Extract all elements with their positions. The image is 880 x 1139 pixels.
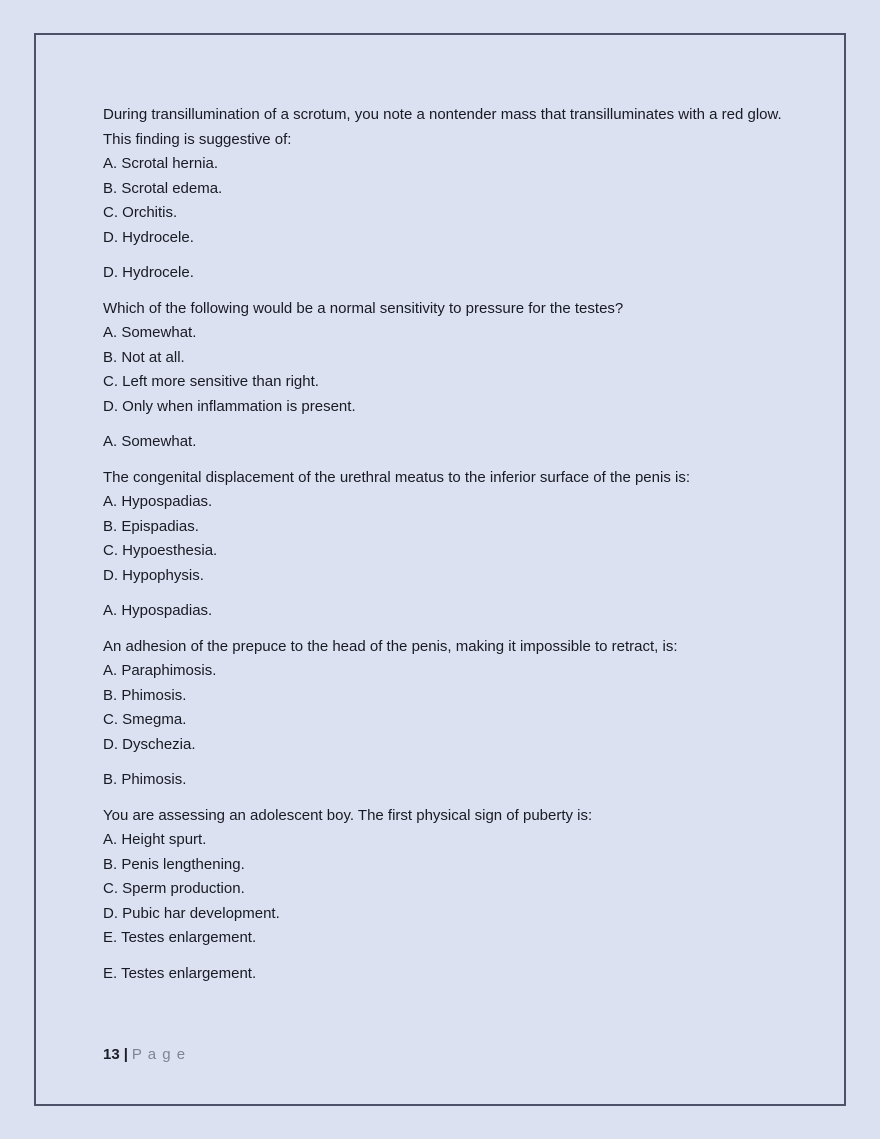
answer-text: E. Testes enlargement. xyxy=(103,964,257,982)
answer-text: A. Hypospadias. xyxy=(103,602,213,619)
qa-block-5-question-paragraph xyxy=(103,804,793,951)
option-line: D. Dyschezia. xyxy=(103,735,196,753)
option-line: B. Not at all. xyxy=(103,348,185,366)
question-text: Which of the following would be a normal sensitivity to pressure for the testes? xyxy=(103,299,624,317)
question-text: During transillumination of a scrotum, you note a nontender mass that transilluminates with a red glow. This finding is suggestive of: xyxy=(103,106,782,148)
footer-separator: | xyxy=(123,1046,128,1063)
question-text: An adhesion of the prepuce to the head of the penis, making it impossible to retract, is: xyxy=(103,637,678,655)
question-text: You are assessing an adolescent boy. The first physical sign of puberty is: xyxy=(103,806,593,824)
option-line: C. Left more sensitive than right. xyxy=(103,373,319,390)
answer-text: A. Somewhat. xyxy=(103,433,197,450)
option-line: B. Penis lengthening. xyxy=(103,855,245,873)
option-line: B. Epispadias. xyxy=(103,517,199,535)
option-line: A. Somewhat. xyxy=(103,324,197,341)
option-line: E. Testes enlargement. xyxy=(103,929,257,946)
answer-text: B. Phimosis. xyxy=(103,771,187,788)
option-line: D. Hypophysis. xyxy=(103,566,204,584)
footer-page-label: P a g e xyxy=(131,1046,187,1063)
option-line: A. Scrotal hernia. xyxy=(103,155,219,172)
option-line: A. Paraphimosis. xyxy=(103,662,217,679)
qa-block-4-question-paragraph xyxy=(103,635,793,758)
option-line: C. Hypoesthesia. xyxy=(103,542,218,559)
page-content xyxy=(103,103,793,986)
qa-block-1-question-paragraph xyxy=(103,103,793,250)
option-line: B. Phimosis. xyxy=(103,686,187,704)
option-line: D. Pubic har development. xyxy=(103,904,280,922)
option-line: A. Height spurt. xyxy=(103,831,207,848)
option-line: D. Only when inflammation is present. xyxy=(103,397,356,415)
option-line: A. Hypospadias. xyxy=(103,493,213,510)
option-line: D. Hydrocele. xyxy=(103,228,194,246)
option-line: C. Sperm production. xyxy=(103,880,245,897)
question-text: The congenital displacement of the urethral meatus to the inferior surface of the penis is: xyxy=(103,468,690,486)
page-number: 13 xyxy=(103,1046,120,1063)
answer-text: D. Hydrocele. xyxy=(103,264,194,281)
option-line: C. Smegma. xyxy=(103,711,187,728)
page-footer xyxy=(103,1047,186,1063)
document-page xyxy=(34,33,846,1106)
qa-block-3-question-paragraph xyxy=(103,466,793,589)
qa-block-2-question-paragraph xyxy=(103,297,793,420)
option-line: B. Scrotal edema. xyxy=(103,179,223,197)
option-line: C. Orchitis. xyxy=(103,204,178,221)
